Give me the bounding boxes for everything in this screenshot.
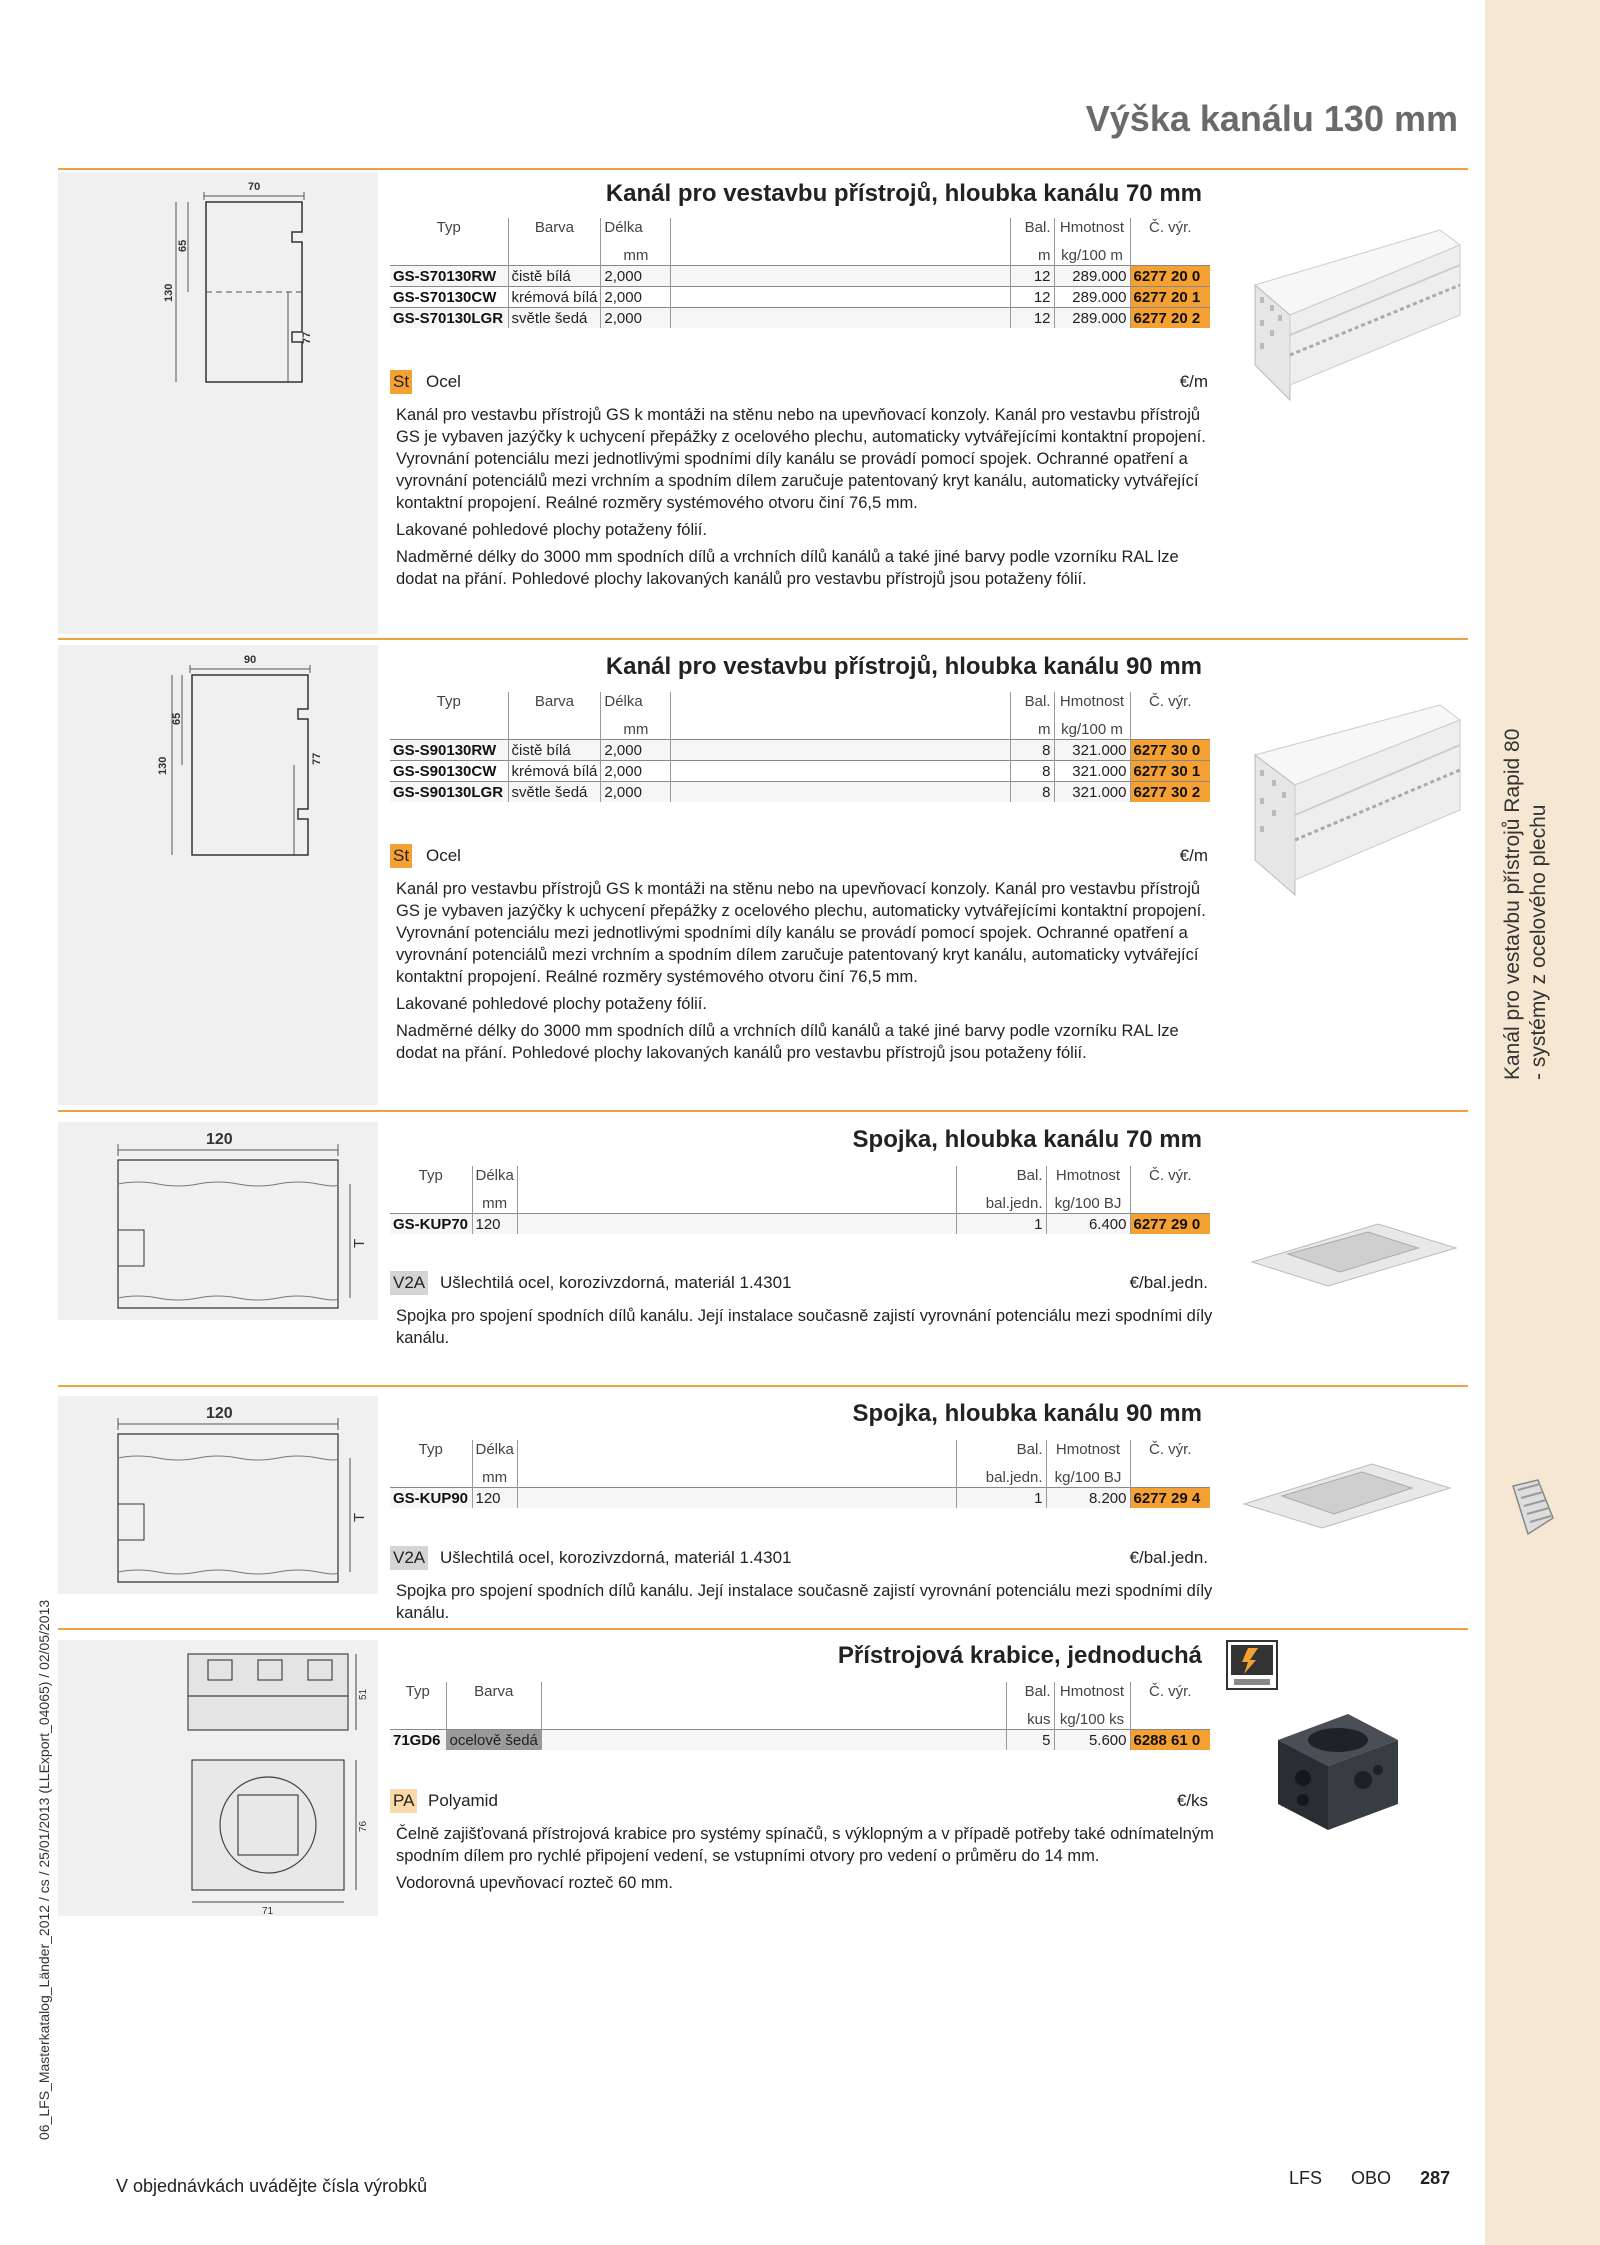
material-code: PA bbox=[390, 1789, 417, 1813]
page-title: Výška kanálu 130 mm bbox=[1085, 98, 1458, 139]
material-code: V2A bbox=[390, 1271, 428, 1295]
table-row: GS-S70130CW krémová bílá 2,000 12 289.000 6277 20 1 bbox=[390, 287, 1210, 308]
table-row: GS-S90130CW krémová bílá 2,000 8 321.000 6277 30 1 bbox=[390, 761, 1210, 782]
price-unit: €/m bbox=[1179, 846, 1208, 865]
table-row: GS-S70130RW čistě bílá 2,000 12 289.000 6277 20 0 bbox=[390, 266, 1210, 287]
print-metadata: 06_LFS_Masterkatalog_Länder_2012 / cs / 25/01/2013 (LLExport_04065) / 02/05/2013 bbox=[36, 1599, 52, 2140]
sidebar-title-line2: - systémy z ocelového plechu bbox=[1527, 804, 1550, 1080]
description bbox=[396, 1823, 1216, 1899]
spec-table bbox=[390, 218, 1210, 328]
price-unit: €/ks bbox=[1176, 1791, 1208, 1810]
section-title: Spojka, hloubka kanálu 90 mm bbox=[852, 1400, 1202, 1427]
dim-h3: 77 bbox=[301, 331, 313, 344]
table-row: GS-S90130LGR světle šedá 2,000 8 321.000 6277 30 2 bbox=[390, 782, 1210, 803]
dim-height: 130 bbox=[157, 756, 169, 775]
col-barva: Barva bbox=[508, 218, 601, 244]
dim-t: T bbox=[351, 1512, 368, 1522]
description bbox=[396, 404, 1216, 595]
table-row: GS-S90130RW čistě bílá 2,000 8 321.000 6277 30 0 bbox=[390, 740, 1210, 761]
dim-width: 120 bbox=[206, 1131, 233, 1148]
device-box-photo bbox=[1268, 1700, 1408, 1840]
price-unit: €/bal.jedn. bbox=[1129, 1548, 1208, 1567]
dim-width: 70 bbox=[248, 181, 261, 193]
description-para: Spojka pro spojení spodních dílů kanálu. Její instalace současně zajistí vyrovnání potenciálu mezi spodními díly kanálu. bbox=[396, 1582, 1213, 1622]
material-name: Ušlechtilá ocel, korozivzdorná, materiál 1.4301 bbox=[440, 1273, 792, 1292]
table-row: GS-KUP70 120 1 6.400 6277 29 0 bbox=[390, 1214, 1210, 1235]
description-para: Kanál pro vestavbu přístrojů GS k montáži na stěnu nebo na upevňovací konzoly. Kanál pro vestavbu přístrojů GS je vybaven jazýčky k uchycení přepážky z ocelového plechu, automaticky vytvářejícími kontaktní propojení. Vyrovnání potenciálu mezi jednotlivými spodními díly kanálu se provádí pomocí spojek. Ochranné opatření a vyrovnání potenciálů mezi vrchním a spodním dílem zaručuje patentovaný kryt kanálu, automaticky vytvářející kontaktní propojení. Reálné rozměry systémového otvoru činí 76,5 mm. bbox=[396, 406, 1206, 512]
col-typ: Typ bbox=[436, 219, 461, 236]
material-code: St bbox=[390, 844, 412, 868]
col-bal: Bal. bbox=[1010, 218, 1054, 244]
table-row: GS-KUP90 120 1 8.200 6277 29 4 bbox=[390, 1488, 1210, 1509]
spec-table: Typ Barva Bal. Hmotnost Č. výr. kus kg/100 ks 71GD6 ocelově šedá 5 5.600 6288 61 0 bbox=[390, 1682, 1210, 1750]
sidebar-band bbox=[1485, 0, 1600, 2245]
section-title: Kanál pro vestavbu přístrojů, hloubka kanálu 90 mm bbox=[605, 653, 1202, 680]
material-name: Ocel bbox=[426, 846, 461, 865]
channel-photo-90 bbox=[1250, 700, 1465, 900]
description bbox=[396, 878, 1216, 1069]
col-cvyr: Č. výr. bbox=[1130, 218, 1210, 244]
description-para: Lakované pohledové plochy potaženy fólií. bbox=[396, 995, 707, 1013]
material-name: Polyamid bbox=[428, 1791, 498, 1810]
dim-t: T bbox=[351, 1238, 368, 1248]
description bbox=[396, 1305, 1216, 1354]
material-code: St bbox=[390, 370, 412, 394]
description-para: Spojka pro spojení spodních dílů kanálu. Její instalace současně zajistí vyrovnání potenciálu mezi spodními díly kanálu. bbox=[396, 1307, 1213, 1347]
dim-h2: 76 bbox=[358, 1820, 369, 1832]
section-divider bbox=[58, 1110, 1468, 1112]
dim-h2: 65 bbox=[177, 239, 189, 252]
section-title: Spojka, hloubka kanálu 70 mm bbox=[852, 1126, 1202, 1153]
dim-h3: 77 bbox=[311, 752, 323, 765]
coupler-photo-90 bbox=[1240, 1460, 1455, 1530]
dim-width: 120 bbox=[206, 1405, 233, 1422]
description-para: Kanál pro vestavbu přístrojů GS k montáži na stěnu nebo na upevňovací konzoly. Kanál pro vestavbu přístrojů GS je vybaven jazýčky k uchycení přepážky z ocelového plechu, automaticky vytvářejícími kontaktní propojení. Vyrovnání potenciálu mezi jednotlivými spodními díly kanálu se provádí pomocí spojek. Ochranné opatření a vyrovnání potenciálů mezi vrchním a spodním dílem zaručuje patentovaný kryt kanálu, automaticky vytvářející kontaktní propojení. Reálné rozměry systémového otvoru činí 76,5 mm. bbox=[396, 880, 1206, 986]
dim-height: 130 bbox=[163, 283, 175, 302]
section-divider bbox=[58, 1628, 1468, 1630]
technical-drawing-70 bbox=[58, 172, 378, 634]
description-para: Nadměrné délky do 3000 mm spodních dílů a vrchních dílů kanálů a také jiné barvy podle vzorníku RAL lze dodat na přání. Pohledové plochy lakovaných kanálů pro vestavbu přístrojů jsou potaženy fólií. bbox=[396, 1022, 1179, 1062]
description-para: Lakované pohledové plochy potaženy fólií. bbox=[396, 521, 707, 539]
material-name: Ušlechtilá ocel, korozivzdorná, materiál 1.4301 bbox=[440, 1548, 792, 1567]
spec-table: Typ Barva Délka Bal. Hmotnost Č. výr. mm m kg/100 m GS-S90130RW čistě bílá 2,000 8 321.000 6277 30 0 GS-S90130CW krémová bílá 2,000 8 321.000 6277 30 1 GS-S90130LGR světle šedá 2,000 8 321.000 6277 30 2 bbox=[390, 692, 1210, 802]
dim-height: 51 bbox=[358, 1688, 369, 1700]
technical-drawing-coupler-90 bbox=[58, 1396, 378, 1594]
spec-table: Typ Délka Bal. Hmotnost Č. výr. mm bal.jedn. kg/100 BJ GS-KUP70 120 1 6.400 6277 29 0 bbox=[390, 1166, 1210, 1234]
description-para: Vodorovná upevňovací rozteč 60 mm. bbox=[396, 1874, 673, 1892]
coupler-photo-70 bbox=[1248, 1220, 1460, 1290]
footer-brand-obo: OBO bbox=[1351, 2168, 1392, 2188]
unit-delka: mm bbox=[601, 244, 671, 266]
page-number: 287 bbox=[1420, 2168, 1451, 2188]
dim-width: 90 bbox=[244, 654, 257, 666]
material-code: V2A bbox=[390, 1546, 428, 1570]
table-row: 71GD6 ocelově šedá 5 5.600 6288 61 0 bbox=[390, 1730, 1210, 1751]
channel-thumbnail-icon bbox=[1508, 1478, 1558, 1538]
col-hmotnost: Hmotnost bbox=[1054, 218, 1130, 244]
channel-photo-70 bbox=[1250, 225, 1465, 405]
price-unit: €/bal.jedn. bbox=[1129, 1273, 1208, 1292]
dim-h2: 65 bbox=[171, 712, 183, 725]
material-name: Ocel bbox=[426, 372, 461, 391]
dim-width: 71 bbox=[262, 1906, 274, 1916]
sidebar-title-line1: Kanál pro vestavbu přístrojů Rapid 80 bbox=[1501, 728, 1524, 1080]
col-delka: Délka bbox=[601, 218, 671, 244]
description-para: Čelně zajišťovaná přístrojová krabice pro systémy spínačů, s výklopným a v případě potřeby také odnímatelným spodním dílem pro rychlé připojení vedení, se vstupními otvory pro vedení o průměru do 14 mm. bbox=[396, 1825, 1214, 1865]
footer-brand-lfs: LFS bbox=[1289, 2168, 1323, 2188]
certification-badge-icon bbox=[1226, 1640, 1278, 1690]
section-title: Přístrojová krabice, jednoduchá bbox=[837, 1642, 1202, 1669]
section-divider bbox=[58, 1385, 1468, 1387]
technical-drawing-box bbox=[58, 1640, 378, 1916]
section-divider bbox=[58, 168, 1468, 170]
unit-hmotnost: kg/100 m bbox=[1054, 244, 1130, 266]
spec-table: Typ Délka Bal. Hmotnost Č. výr. mm bal.jedn. kg/100 BJ GS-KUP90 120 1 8.200 6277 29 4 bbox=[390, 1440, 1210, 1508]
description bbox=[396, 1580, 1216, 1629]
technical-drawing-coupler-70 bbox=[58, 1122, 378, 1320]
technical-drawing-90 bbox=[58, 645, 378, 1105]
price-unit: €/m bbox=[1179, 372, 1208, 391]
unit-bal: m bbox=[1010, 244, 1054, 266]
footer-note: V objednávkách uvádějte čísla výrobků bbox=[116, 2176, 428, 2196]
section-divider bbox=[58, 638, 1468, 640]
sidebar-title bbox=[1500, 680, 1580, 1080]
table-row: GS-S70130LGR světle šedá 2,000 12 289.000 6277 20 2 bbox=[390, 308, 1210, 329]
footer-brand bbox=[1289, 2168, 1450, 2189]
description-para: Nadměrné délky do 3000 mm spodních dílů a vrchních dílů kanálů a také jiné barvy podle vzorníku RAL lze dodat na přání. Pohledové plochy lakovaných kanálů pro vestavbu přístrojů jsou potaženy fólií. bbox=[396, 548, 1179, 588]
section-title: Kanál pro vestavbu přístrojů, hloubka kanálu 70 mm bbox=[605, 180, 1202, 207]
